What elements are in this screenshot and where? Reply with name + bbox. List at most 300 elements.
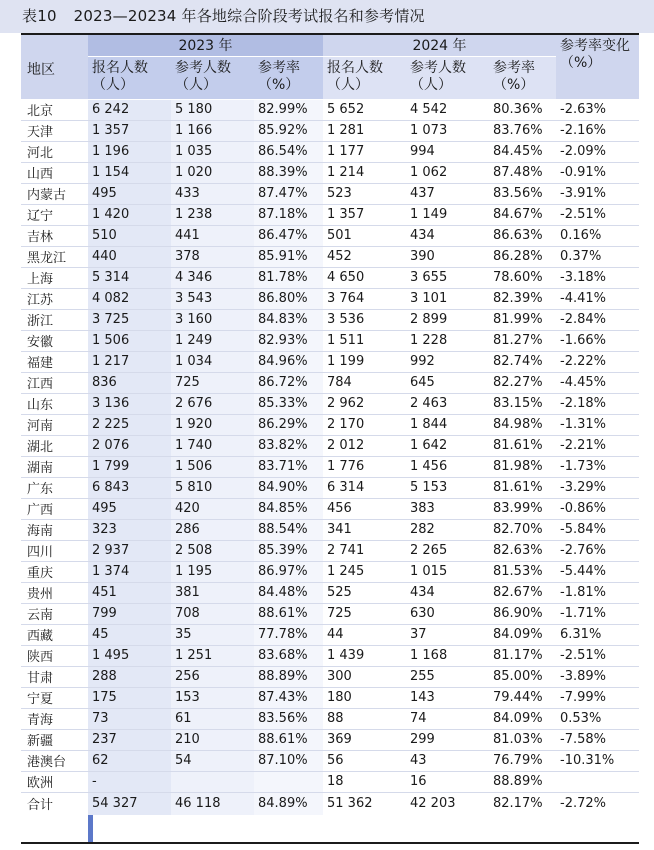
table-row [21,729,639,750]
attended-2024-cell: 143 [406,687,489,708]
rate-2024-cell: 86.28% [489,246,556,267]
attended-2024-cell: 434 [406,225,489,246]
registered-2023-cell: 323 [88,519,171,540]
registered-2024-cell: 341 [323,519,406,540]
attended-2024-cell: 434 [406,582,489,603]
rate-2023-cell: 85.39% [254,540,323,561]
rate-2024-cell: 82.74% [489,351,556,372]
registered-2024-cell: 725 [323,603,406,624]
registered-2024-cell: 6 314 [323,477,406,498]
header-region: 地区 [21,35,88,99]
attended-2024-cell: 1 168 [406,645,489,666]
header-registered-2023: 报名人数（人） [88,56,171,99]
table-row [21,183,639,204]
region-cell: 北京 [21,99,88,120]
rate-change-cell: -3.89% [556,666,639,687]
registered-2023-cell: 836 [88,372,171,393]
attended-2023-cell: 433 [171,183,254,204]
attended-2024-cell: 299 [406,729,489,750]
attended-2023-cell: 1 249 [171,330,254,351]
rate-change-cell: -7.58% [556,729,639,750]
bottom-rule [21,842,639,844]
attended-2024-cell: 994 [406,141,489,162]
region-cell: 吉林 [21,225,88,246]
rate-2024-cell: 85.00% [489,666,556,687]
attended-2023-cell: 210 [171,729,254,750]
attended-2024-cell: 390 [406,246,489,267]
rate-2024-cell: 86.63% [489,225,556,246]
registered-2024-cell: 88 [323,708,406,729]
rate-2024-cell: 84.67% [489,204,556,225]
attended-2023-cell: 1 920 [171,414,254,435]
registered-2023-cell: 1 506 [88,330,171,351]
attended-2024-cell: 1 073 [406,120,489,141]
attended-2024-cell: 1 149 [406,204,489,225]
rate-2024-cell: 78.60% [489,267,556,288]
region-cell: 合计 [27,798,54,814]
attended-2023-cell: 441 [171,225,254,246]
attended-2023-cell: 1 251 [171,645,254,666]
attended-2024-cell: 42 203 [406,792,489,815]
registered-2023-cell: 2 937 [88,540,171,561]
rate-2023-cell: 85.92% [254,120,323,141]
header-attended-2023: 参考人数（人） [171,56,254,99]
region-cell: 港澳台 [21,750,88,771]
registered-2024-cell: 1 439 [323,645,406,666]
attended-2024-cell: 3 101 [406,288,489,309]
registered-2023-cell: 2 076 [88,435,171,456]
rate-2024-cell: 86.90% [489,603,556,624]
region-cell: 河北 [21,141,88,162]
registered-2024-cell: 1 177 [323,141,406,162]
region-cell: 江苏 [21,288,88,309]
table-row [21,393,639,414]
rate-2024-cell: 80.36% [489,99,556,120]
rate-2023-cell: 84.90% [254,477,323,498]
attended-2024-cell: 3 655 [406,267,489,288]
rate-2024-cell: 82.39% [489,288,556,309]
registration-table [21,35,639,815]
table-row [21,414,639,435]
rate-2023-cell: 82.99% [254,99,323,120]
registered-2023-cell: 45 [88,624,171,645]
attended-2024-cell: 37 [406,624,489,645]
registered-2023-cell: 73 [88,708,171,729]
region-cell: 新疆 [21,729,88,750]
attended-2023-cell: 46 118 [171,792,254,815]
registered-2024-cell: 456 [323,498,406,519]
attended-2023-cell: 286 [171,519,254,540]
rate-2024-cell: 83.15% [489,393,556,414]
table-row [21,225,639,246]
table-row [21,435,639,456]
attended-2024-cell: 437 [406,183,489,204]
attended-2023-cell: 5 810 [171,477,254,498]
rate-change-cell: -1.71% [556,603,639,624]
rate-change-cell: 0.53% [556,708,639,729]
registered-2024-cell: 51 362 [323,792,406,815]
region-cell: 重庆 [21,561,88,582]
table-row [21,477,639,498]
attended-2024-cell: 1 015 [406,561,489,582]
registered-2024-cell: 2 012 [323,435,406,456]
rate-2023-cell: 87.10% [254,750,323,771]
region-cell: 云南 [21,603,88,624]
rate-2023-cell: 84.85% [254,498,323,519]
rate-2023-cell: 83.82% [254,435,323,456]
attended-2023-cell: 1 035 [171,141,254,162]
rate-2024-cell: 81.17% [489,645,556,666]
rate-2024-cell: 82.70% [489,519,556,540]
registered-2023-cell: 62 [88,750,171,771]
attended-2024-cell: 1 062 [406,162,489,183]
region-cell: 甘肃 [21,666,88,687]
rate-change-cell: 0.37% [556,246,639,267]
registered-2023-cell: 1 374 [88,561,171,582]
registered-2024-cell: 1 245 [323,561,406,582]
rate-2024-cell: 83.76% [489,120,556,141]
attended-2023-cell: 35 [171,624,254,645]
table-row [21,771,639,792]
attended-2023-cell: 1 195 [171,561,254,582]
rate-2023-cell: 84.83% [254,309,323,330]
rate-change-cell: -5.84% [556,519,639,540]
table-row [21,687,639,708]
rate-2024-cell: 81.61% [489,435,556,456]
attended-2024-cell: 255 [406,666,489,687]
registered-2023-cell: 54 327 [88,792,171,815]
table-row [21,456,639,477]
attended-2024-cell: 1 228 [406,330,489,351]
attended-2023-cell: 2 676 [171,393,254,414]
rate-change-cell: -1.66% [556,330,639,351]
rate-2024-cell: 76.79% [489,750,556,771]
attended-2023-cell: 2 508 [171,540,254,561]
rate-2023-cell: 88.39% [254,162,323,183]
rate-2023-cell: 83.68% [254,645,323,666]
header-year-2024: 2024 年 [323,35,556,56]
registered-2023-cell: 175 [88,687,171,708]
table-row [21,708,639,729]
header-rate-2023: 参考率（%） [254,56,323,99]
rate-2024-cell: 87.48% [489,162,556,183]
region-cell: 湖南 [21,456,88,477]
region-cell: 广东 [21,477,88,498]
rate-2023-cell: 88.89% [254,666,323,687]
table-label: 表10 [22,7,57,25]
attended-2023-cell: 256 [171,666,254,687]
attended-2023-cell: 4 346 [171,267,254,288]
attended-2024-cell: 383 [406,498,489,519]
rate-change-cell: 6.31% [556,624,639,645]
rate-change-cell: -1.73% [556,456,639,477]
rate-change-cell: -2.72% [556,792,639,815]
attended-2023-cell: 1 020 [171,162,254,183]
attended-2023-cell: 153 [171,687,254,708]
rate-2024-cell: 84.09% [489,624,556,645]
registered-2024-cell: 523 [323,183,406,204]
registered-2023-cell: 1 357 [88,120,171,141]
rate-2024-cell: 84.98% [489,414,556,435]
registered-2024-cell: 300 [323,666,406,687]
registered-2024-cell: 1 199 [323,351,406,372]
attended-2024-cell: 1 456 [406,456,489,477]
attended-2024-cell: 992 [406,351,489,372]
rate-change-cell: -2.18% [556,393,639,414]
region-cell: 欧洲 [21,771,88,792]
registered-2024-cell: 1 357 [323,204,406,225]
table-row [21,750,639,771]
rate-change-cell: -2.76% [556,540,639,561]
region-cell: 陕西 [21,645,88,666]
registered-2023-cell: 2 225 [88,414,171,435]
rate-2023-cell: 83.71% [254,456,323,477]
rate-change-cell: -10.31% [556,750,639,771]
registered-2024-cell: 4 650 [323,267,406,288]
region-cell: 福建 [21,351,88,372]
rate-change-cell [556,771,639,792]
registered-2023-cell: 1 420 [88,204,171,225]
registered-2023-cell: 1 217 [88,351,171,372]
rate-2023-cell: 84.89% [254,792,323,815]
rate-2024-cell: 81.53% [489,561,556,582]
registered-2023-cell: 6 843 [88,477,171,498]
rate-change-cell: -3.18% [556,267,639,288]
region-cell: 山东 [21,393,88,414]
rate-2024-cell: 84.45% [489,141,556,162]
table-row [21,120,639,141]
rate-2023-cell: 77.78% [254,624,323,645]
region-cell: 湖北 [21,435,88,456]
rate-2023-cell: 88.61% [254,603,323,624]
rate-change-cell: -2.09% [556,141,639,162]
registered-2023-cell: 237 [88,729,171,750]
rate-change-cell: -2.16% [556,120,639,141]
attended-2023-cell: 1 034 [171,351,254,372]
rate-change-cell: -3.91% [556,183,639,204]
rate-change-cell: -1.81% [556,582,639,603]
registered-2024-cell: 1 281 [323,120,406,141]
registered-2023-cell: 1 154 [88,162,171,183]
attended-2024-cell: 2 899 [406,309,489,330]
table-row [21,540,639,561]
attended-2024-cell: 5 153 [406,477,489,498]
rate-2024-cell: 82.17% [489,792,556,815]
table-row [21,498,639,519]
attended-2024-cell: 74 [406,708,489,729]
registered-2023-cell: 495 [88,183,171,204]
rate-change-cell: -2.22% [556,351,639,372]
region-cell: 上海 [21,267,88,288]
table-row [21,204,639,225]
registered-2023-cell: 1 799 [88,456,171,477]
attended-2023-cell: 420 [171,498,254,519]
rate-change-cell: -0.91% [556,162,639,183]
registered-2024-cell: 2 962 [323,393,406,414]
registered-2024-cell: 452 [323,246,406,267]
rate-change-cell: -4.45% [556,372,639,393]
registered-2024-cell: 369 [323,729,406,750]
registered-2023-cell: 1 495 [88,645,171,666]
region-cell: 贵州 [21,582,88,603]
rate-2024-cell: 81.03% [489,729,556,750]
registered-2024-cell: 5 652 [323,99,406,120]
registered-2024-cell: 3 764 [323,288,406,309]
attended-2024-cell: 2 265 [406,540,489,561]
rate-2023-cell: 85.91% [254,246,323,267]
rate-2023-cell: 82.93% [254,330,323,351]
attended-2023-cell: 381 [171,582,254,603]
region-cell: 河南 [21,414,88,435]
rate-2023-cell: 87.18% [254,204,323,225]
registered-2024-cell: 525 [323,582,406,603]
rate-change-cell: -2.84% [556,309,639,330]
rate-2023-cell: 81.78% [254,267,323,288]
registered-2023-cell: 5 314 [88,267,171,288]
attended-2023-cell: 1 506 [171,456,254,477]
registered-2023-cell: 1 196 [88,141,171,162]
table-row [21,141,639,162]
attended-2023-cell: 378 [171,246,254,267]
attended-2024-cell: 282 [406,519,489,540]
rate-2024-cell: 83.56% [489,183,556,204]
table-row [21,645,639,666]
registered-2024-cell: 3 536 [323,309,406,330]
table-row [21,99,639,120]
table-row [21,603,639,624]
header-year-2023: 2023 年 [88,35,323,56]
region-cell: 西藏 [21,624,88,645]
region-cell: 四川 [21,540,88,561]
table-header [21,35,639,99]
rate-change-cell: -2.21% [556,435,639,456]
table-row [21,792,639,815]
table-row [21,309,639,330]
attended-2024-cell: 2 463 [406,393,489,414]
registered-2023-cell: 495 [88,498,171,519]
region-cell: 内蒙古 [21,183,88,204]
registered-2024-cell: 1 511 [323,330,406,351]
rate-2023-cell: 85.33% [254,393,323,414]
attended-2023-cell: 3 160 [171,309,254,330]
attended-2024-cell: 1 642 [406,435,489,456]
table-row [21,372,639,393]
region-cell: 辽宁 [21,204,88,225]
attended-2023-cell: 1 740 [171,435,254,456]
rate-change-cell: -7.99% [556,687,639,708]
rate-change-cell: -2.51% [556,645,639,666]
registered-2023-cell: 451 [88,582,171,603]
rate-change-cell: -3.29% [556,477,639,498]
rate-change-cell: -0.86% [556,498,639,519]
rate-change-cell: -5.44% [556,561,639,582]
region-cell: 山西 [21,162,88,183]
rate-change-cell: 0.16% [556,225,639,246]
registered-2024-cell: 2 170 [323,414,406,435]
attended-2024-cell: 4 542 [406,99,489,120]
header-attended-2024: 参考人数（人） [406,56,489,99]
attended-2024-cell: 630 [406,603,489,624]
attended-2024-cell: 43 [406,750,489,771]
registered-2023-cell: 288 [88,666,171,687]
registered-2024-cell: 784 [323,372,406,393]
table-row [21,330,639,351]
rate-2024-cell: 81.99% [489,309,556,330]
table-row [21,351,639,372]
attended-2023-cell [171,771,254,792]
rate-2024-cell: 88.89% [489,771,556,792]
region-cell: 黑龙江 [21,246,88,267]
rate-change-cell: -1.31% [556,414,639,435]
region-cell: 青海 [21,708,88,729]
rate-2023-cell: 87.47% [254,183,323,204]
region-cell: 宁夏 [21,687,88,708]
region-cell: 江西 [21,372,88,393]
header-rate-change: 参考率变化（%） [556,35,639,99]
registered-2023-cell: 799 [88,603,171,624]
rate-2024-cell: 83.99% [489,498,556,519]
registered-2023-cell: 4 082 [88,288,171,309]
attended-2023-cell: 5 180 [171,99,254,120]
attended-2023-cell: 1 166 [171,120,254,141]
region-cell: 安徽 [21,330,88,351]
table-row [21,246,639,267]
rate-2024-cell: 81.98% [489,456,556,477]
rate-change-cell: -2.51% [556,204,639,225]
rate-2024-cell: 82.63% [489,540,556,561]
registered-2023-cell: 3 136 [88,393,171,414]
rate-2023-cell: 86.72% [254,372,323,393]
registered-2023-cell: 440 [88,246,171,267]
attended-2023-cell: 725 [171,372,254,393]
attended-2024-cell: 16 [406,771,489,792]
rate-2024-cell: 81.27% [489,330,556,351]
rate-2024-cell: 82.67% [489,582,556,603]
attended-2023-cell: 1 238 [171,204,254,225]
rate-2024-cell: 82.27% [489,372,556,393]
rate-2023-cell: 86.80% [254,288,323,309]
table-row [21,624,639,645]
rate-2023-cell: 83.56% [254,708,323,729]
rate-2023-cell: 86.29% [254,414,323,435]
rate-2023-cell [254,771,323,792]
attended-2024-cell: 645 [406,372,489,393]
table-row [21,267,639,288]
table-title: 2023—20234 年各地综合阶段考试报名和参考情况 [73,7,425,25]
registered-2024-cell: 1 776 [323,456,406,477]
attended-2024-cell: 1 844 [406,414,489,435]
table-row [21,519,639,540]
rate-2023-cell: 84.48% [254,582,323,603]
rate-2023-cell: 88.61% [254,729,323,750]
rate-2024-cell: 79.44% [489,687,556,708]
registered-2024-cell: 1 214 [323,162,406,183]
registered-2024-cell: 18 [323,771,406,792]
table-row [21,561,639,582]
header-rate-2024: 参考率（%） [489,56,556,99]
region-cell: 海南 [21,519,88,540]
registered-2023-cell: 3 725 [88,309,171,330]
rate-2023-cell: 87.43% [254,687,323,708]
rate-change-cell: -4.41% [556,288,639,309]
region-cell: 广西 [21,498,88,519]
attended-2023-cell: 61 [171,708,254,729]
attended-2023-cell: 54 [171,750,254,771]
registered-2024-cell: 501 [323,225,406,246]
registered-2024-cell: 180 [323,687,406,708]
table-row [21,288,639,309]
registered-2023-cell: - [88,771,171,792]
